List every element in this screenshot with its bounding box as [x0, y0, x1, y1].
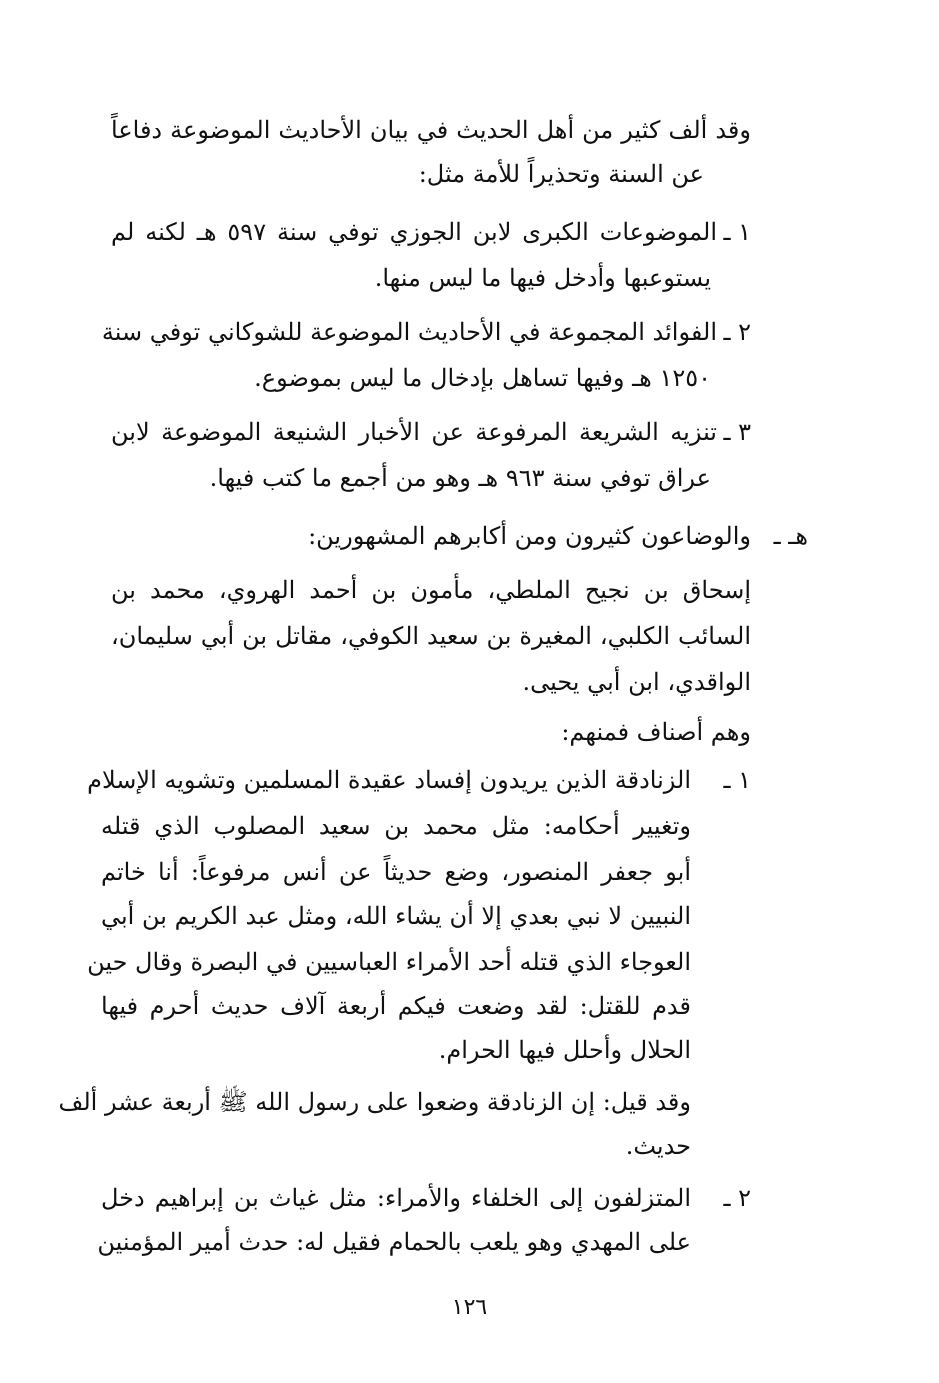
type-1-line-5: العوجاء الذي قتله أحد الأمراء العباسيين في البصرة وقال حين [87, 948, 691, 976]
type-2-number: ٢ ـ [723, 1184, 751, 1212]
types-intro: وهم أصناف فمنهم: [561, 718, 751, 746]
book-1-line-1: الموضوعات الكبرى لابن الجوزي توفي سنة ٥٩٧ هـ لكنه لم [111, 218, 717, 246]
type-1-line-6: قدم للقتل: لقد وضعت فيكم أربعة آلاف حديث أحرم فيها [101, 992, 691, 1020]
book-2-number: ٢ ـ [723, 318, 751, 346]
book-2-line-1: الفوائد المجموعة في الأحاديث الموضوعة للشوكاني توفي سنة [101, 318, 717, 346]
names-line-2: السائب الكلبي، المغيرة بن سعيد الكوفي، مقاتل بن أبي سليمان، [111, 622, 751, 650]
book-3-number: ٣ ـ [723, 418, 751, 446]
type-1-line-2: وتغيير أحكامه: مثل محمد بن سعيد المصلوب الذي قتله [101, 812, 691, 840]
names-line-3: الواقدي، ابن أبي يحيى. [522, 668, 751, 696]
section-h-marker: هـ ـ [773, 522, 808, 550]
type-1-number: ١ ـ [723, 766, 751, 794]
section-h-heading: والوضاعون كثيرون ومن أكابرهم المشهورين: [308, 522, 751, 550]
intro-line-2: عن السنة وتحذيراً للأمة مثل: [418, 160, 704, 188]
book-3-line-2: عراق توفي سنة ٩٦٣ هـ وهو من أجمع ما كتب فيها. [209, 464, 711, 492]
page-number: ١٢٦ [451, 1295, 488, 1320]
names-line-1: إسحاق بن نجيح الملطي، مأمون بن أحمد الهروي، محمد بن [111, 576, 751, 604]
type-1-line-4: النبيين لا نبي بعدي إلا أن يشاء الله، ومثل عبد الكريم بن أبي [101, 902, 691, 930]
book-1-number: ١ ـ [723, 218, 751, 246]
intro-line-1: وقد ألف كثير من أهل الحديث في بيان الأحاديث الموضوعة دفاعاً [111, 116, 751, 144]
type-1-note-line-1: وقد قيل: إن الزنادقة وضعوا على رسول الله ﷺ أربعة عشر ألف [58, 1088, 691, 1116]
book-2-line-2: ١٢٥٠ هـ وفيها تساهل بإدخال ما ليس بموضوع. [254, 364, 711, 392]
type-1-line-7: الحلال وأحلل فيها الحرام. [438, 1036, 691, 1064]
book-1-line-2: يستوعبها وأدخل فيها ما ليس منها. [374, 264, 711, 292]
book-3-line-1: تنزيه الشريعة المرفوعة عن الأخبار الشنيعة الموضوعة لابن [111, 418, 717, 446]
type-1-note-line-2: حديث. [625, 1132, 691, 1160]
type-1-line-1: الزنادقة الذين يريدون إفساد عقيدة المسلمين وتشويه الإسلام [87, 766, 691, 794]
type-2-line-2: على المهدي وهو يلعب بالحمام فقيل له: حدث أمير المؤمنين [97, 1228, 691, 1256]
type-2-line-1: المتزلفون إلى الخلفاء والأمراء: مثل غياث بن إبراهيم دخل [101, 1184, 691, 1212]
type-1-line-3: أبو جعفر المنصور، وضع حديثاً عن أنس مرفوعاً: أنا خاتم [101, 858, 691, 886]
